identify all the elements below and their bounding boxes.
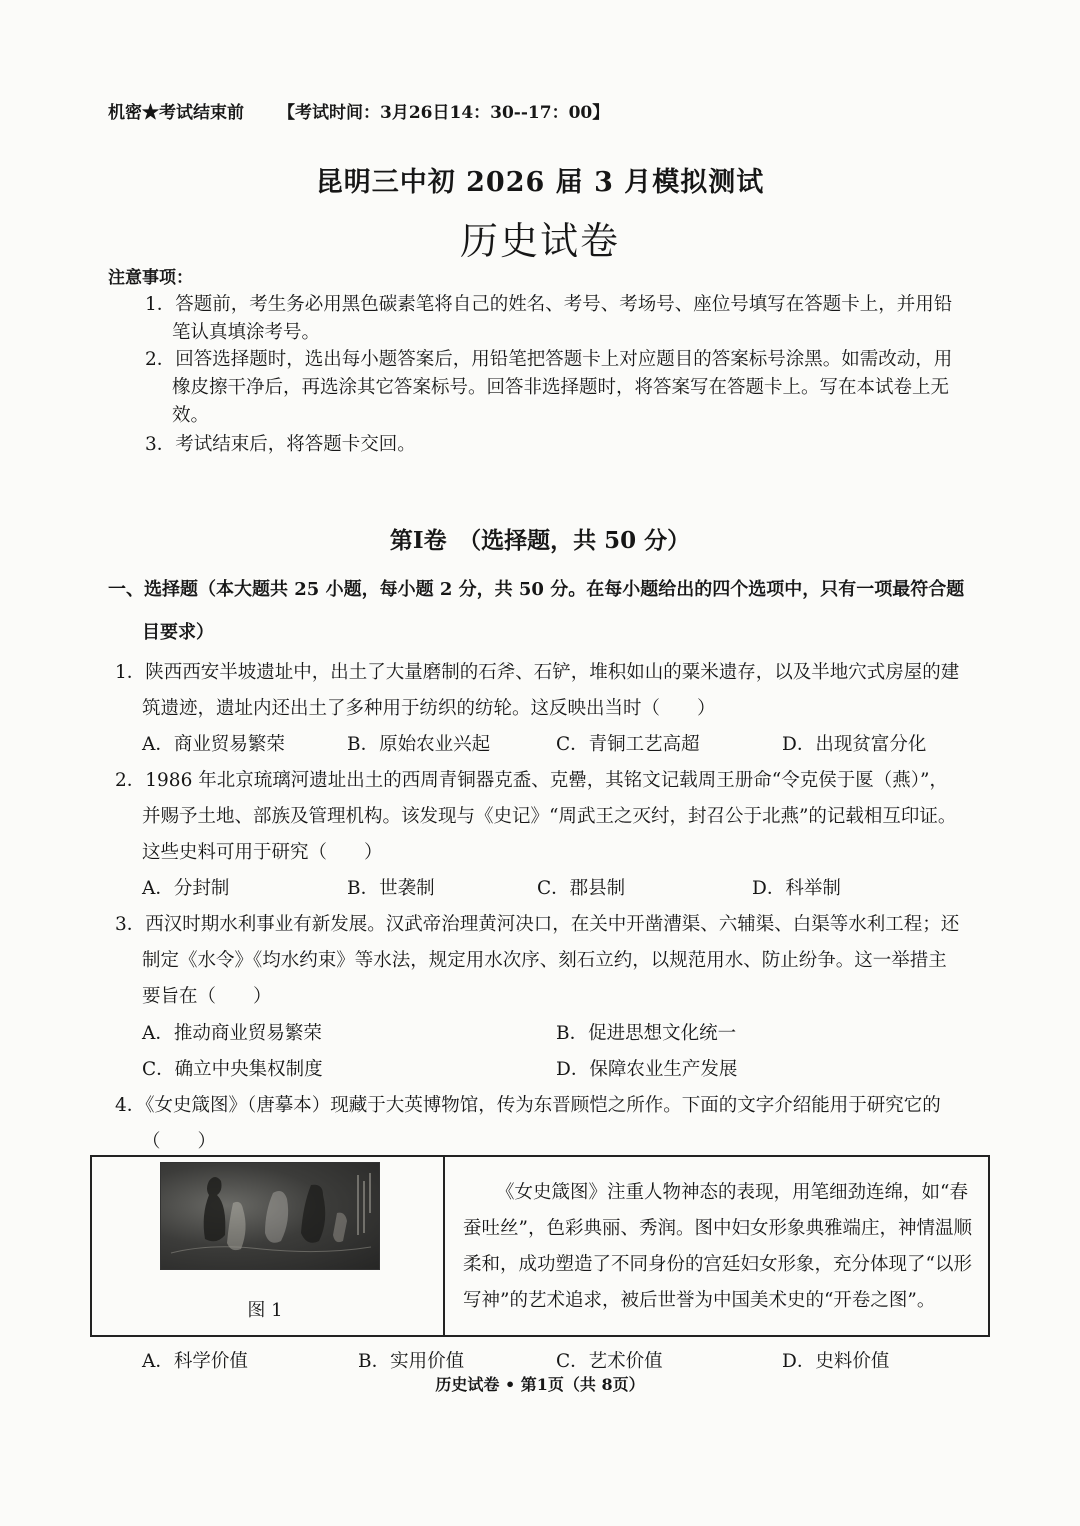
question-3-option-d: D．保障农业生产发展 [556,1059,738,1080]
notice-item-2-line-3: 效。 [172,405,210,426]
question-3-line-3: 要旨在（ ） [142,986,272,1007]
question-1-option-a: A．商业贸易繁荣 [142,734,285,755]
figure-text-line-1: 《女史箴图》注重人物神态的表现，用笔细劲连绵，如“春 [496,1182,968,1203]
question-4-option-c: C．艺术价值 [556,1351,663,1372]
question-2-line-1: 2．1986 年北京琉璃河遗址出土的西周青铜器克盉、克罍，其铭文记载周王册命“令克侯于匽（燕）”， [115,770,948,791]
notice-item-1-line-2: 笔认真填涂考号。 [172,322,321,343]
question-3-option-c: C．确立中央集权制度 [142,1059,323,1080]
notice-item-3-line-1: 3．考试结束后，将答题卡交回。 [145,434,416,455]
question-3-line-1: 3．西汉时期水利事业有新发展。汉武帝治理黄河决口，在关中开凿漕渠、六辅渠、白渠等水利工程；还 [115,914,960,935]
confidential-label: 机密★考试结束前 [108,103,244,123]
notice-item-2-line-2: 橡皮擦干净后，再选涂其它答案标号。回答非选择题时，将答案写在答题卡上。写在本试卷上无 [172,377,950,398]
question-4-line-2: （ ） [142,1131,217,1152]
figure-label: 图 1 [247,1300,283,1321]
question-3-option-b: B．促进思想文化统一 [556,1023,737,1044]
page-header [108,98,609,123]
question-4-option-a: A．科学价值 [142,1351,248,1372]
question-2-option-b: B．世袭制 [347,878,435,899]
question-1-line-1: 1．陕西西安半坡遗址中，出土了大量磨制的石斧、石铲，堆积如山的粟米遗存，以及半地穴式房屋的建 [115,662,960,683]
page-footer: 历史试卷 • 第1页（共 8页） [435,1375,645,1394]
part-heading-line-2: 目要求） [142,622,214,643]
figure-text-line-2: 蚕吐丝”，色彩典丽、秀润。图中妇女形象典雅端庄，神情温顺 [463,1218,972,1239]
question-1-line-2: 筑遗迹，遗址内还出土了多种用于纺织的纺轮。这反映出当时（ ） [142,698,716,719]
question-2-line-2: 并赐予土地、部族及管理机构。该发现与《史记》“周武王之灭纣，封召公于北燕”的记载相互印证。 [142,806,957,827]
question-1-option-d: D．出现贫富分化 [782,734,927,755]
notice-item-2-line-1: 2．回答选择题时，选出每小题答案后，用铅笔把答题卡上对应题目的答案标号涂黑。如需改动，用 [145,349,953,370]
question-1-option-b: B．原始农业兴起 [347,734,491,755]
question-2-option-a: A．分封制 [142,878,230,899]
exam-time: 【考试时间：3月26日14：30--17：00】 [278,103,610,123]
question-3-option-a: A．推动商业贸易繁荣 [142,1023,322,1044]
notice-heading: 注意事项： [108,268,193,288]
painting-figures-icon [161,1163,379,1269]
exam-title: 昆明三中初 2026 届 3 月模拟测试 [315,167,765,198]
section-title: 第I卷 （选择题，共 50 分） [389,527,691,554]
question-4-option-b: B．实用价值 [358,1351,465,1372]
subject-title: 历史试卷 [459,219,620,263]
question-2-line-3: 这些史料可用于研究（ ） [142,842,383,863]
question-3-line-2: 制定《水令》《均水约束》等水法，规定用水次序、刻石立约，以规范用水、防止纷争。这一举措主 [142,950,947,971]
question-2-option-c: C．郡县制 [537,878,626,899]
part-heading-line-1: 一、选择题（本大题共 25 小题，每小题 2 分，共 50 分。在每小题给出的四个选项中，只有一项最符合题 [108,579,965,600]
question-4-option-d: D．史料价值 [782,1351,890,1372]
question-4-line-1: 4．《女史箴图》（唐摹本）现藏于大英博物馆，传为东晋顾恺之所作。下面的文字介绍能用于研究它的 [115,1095,941,1116]
admonitions-painting-image [160,1162,380,1270]
figure-text-line-4: 写神”的艺术追求，被后世誉为中国美术史的“开卷之图”。 [463,1290,936,1311]
notice-item-1-line-1: 1．答题前，考生务必用黑色碳素笔将自己的姓名、考号、考场号、座位号填写在答题卡上，并用铅 [145,294,953,315]
question-2-option-d: D．科举制 [752,878,841,899]
figure-text-line-3: 柔和，成功塑造了不同身份的宫廷妇女形象，充分体现了“以形 [463,1254,972,1275]
question-1-option-c: C．青铜工艺高超 [556,734,700,755]
